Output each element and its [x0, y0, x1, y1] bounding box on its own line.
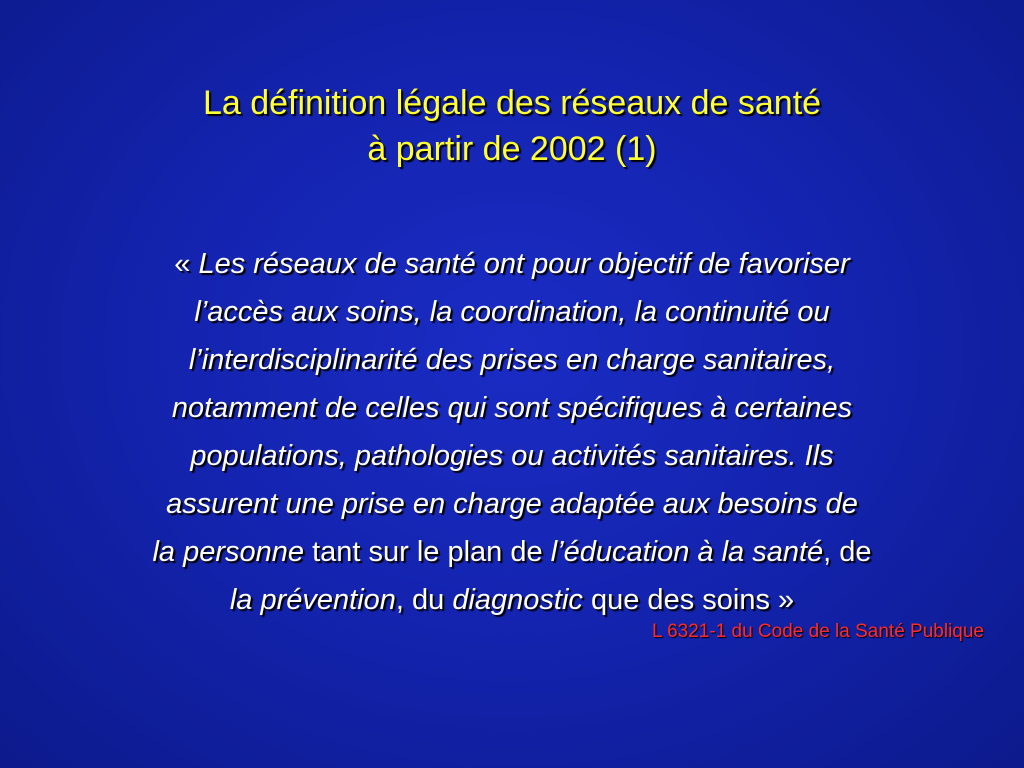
quote-segment: , du: [395, 584, 453, 616]
quote-line: [8, 432, 1016, 480]
quote-line: [8, 480, 1016, 528]
quote-segment: assurent une prise en charge adaptée aux besoins de: [166, 488, 858, 520]
quote-segment: la prévention: [229, 584, 396, 616]
quote-segment: l’accès aux soins, la coordination, la continuité ou: [194, 296, 830, 328]
quote-segment: notamment de celles qui sont spécifiques à certaines: [171, 392, 853, 424]
quote-line: [8, 240, 1016, 288]
slide-title: [0, 80, 1024, 172]
source-citation: L 6321-1 du Code de la Santé Publique: [651, 621, 984, 642]
legal-definition-quote: [8, 240, 1016, 624]
quote-line: [8, 336, 1016, 384]
quote-segment: Les réseaux de santé ont pour objectif de favoriser: [198, 248, 850, 280]
slide-title-line-1: La définition légale des réseaux de santé: [202, 84, 822, 122]
quote-segment: populations, pathologies ou activités sanitaires. Ils: [190, 440, 834, 472]
quote-segment: diagnostic: [452, 584, 583, 616]
quote-line: [8, 288, 1016, 336]
quote-segment: tant sur le plan de: [312, 536, 551, 568]
quote-segment: l’interdisciplinarité des prises en charge sanitaires,: [188, 344, 836, 376]
quote-segment: que des soins »: [582, 584, 795, 616]
quote-segment: l’éducation à la santé: [550, 536, 824, 568]
quote-line: [8, 528, 1016, 576]
quote-segment: , de: [823, 536, 872, 568]
quote-segment: la personne: [152, 536, 313, 568]
quote-line: [8, 384, 1016, 432]
quote-line: [8, 576, 1016, 624]
slide-title-line-2: à partir de 2002 (1): [367, 130, 657, 168]
quote-segment: «: [174, 248, 199, 280]
